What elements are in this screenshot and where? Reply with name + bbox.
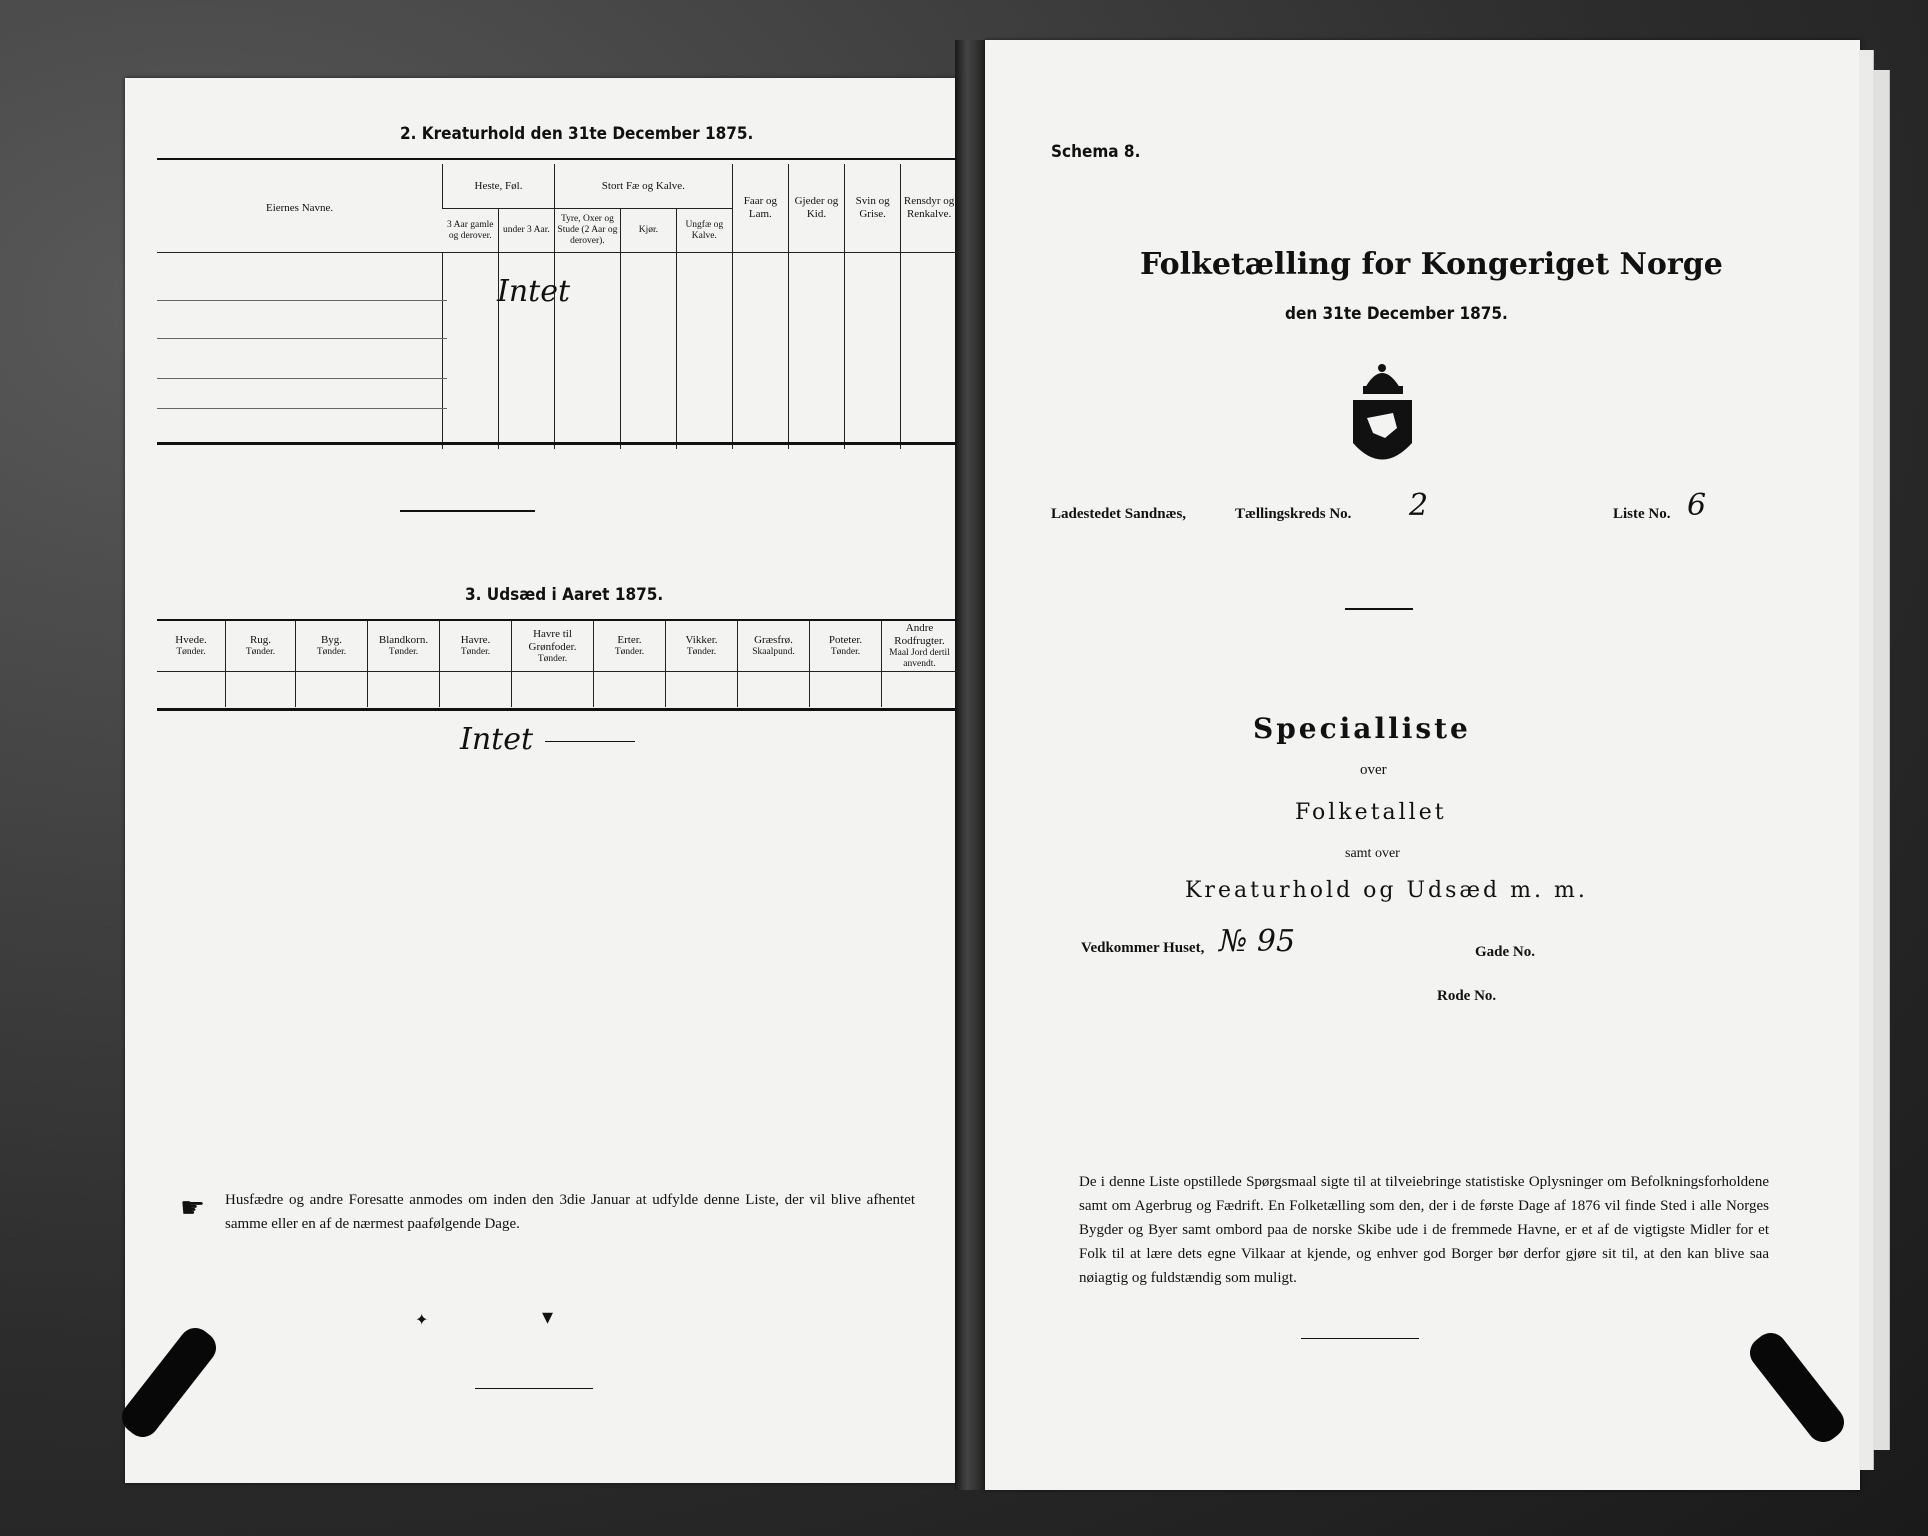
seed-column-name: Andre Rodfrugter. bbox=[894, 622, 945, 647]
section2-title: 2. Kreaturhold den 31te December 1875. bbox=[400, 124, 754, 144]
handwritten-intet-seed: Intet bbox=[460, 722, 534, 757]
sub-header: Ungfæ og Kalve. bbox=[676, 209, 732, 253]
huset-value: № 95 bbox=[1219, 924, 1296, 959]
table-top-rule bbox=[157, 158, 957, 160]
seed-column bbox=[809, 621, 881, 707]
seed-column bbox=[665, 621, 737, 707]
seed-column bbox=[593, 621, 665, 707]
kreaturhold-heading: Kreaturhold og Udsæd m. m. bbox=[1185, 878, 1588, 903]
sub-header: Tyre, Oxer og Stude (2 Aar og derover). bbox=[554, 209, 620, 253]
samt-over-text: samt over bbox=[1345, 846, 1400, 861]
seed-column-unit: Tønder. bbox=[245, 647, 276, 657]
seed-column-unit: Tønder. bbox=[614, 647, 645, 657]
divider bbox=[400, 510, 535, 512]
stort-fae-header: Stort Fæ og Kalve. bbox=[554, 164, 732, 209]
seed-column-name: Hvede. bbox=[175, 634, 207, 646]
seed-column bbox=[511, 621, 593, 707]
seed-column-unit: Tønder. bbox=[388, 647, 419, 657]
seed-column-unit: Tønder. bbox=[686, 647, 717, 657]
seed-column-unit: Maal Jord dertil anvendt. bbox=[889, 648, 950, 669]
seed-column-unit: Tønder. bbox=[537, 653, 568, 664]
schema-label: Schema 8. bbox=[1051, 142, 1141, 162]
seed-column-name: Erter. bbox=[617, 634, 642, 646]
seed-column bbox=[367, 621, 439, 707]
seed-column bbox=[157, 621, 225, 707]
left-page: 2. Kreaturhold den 31te December 1875. Eiernes Navne. Heste, Føl. Stort Fæ og Kalve. Faar og Lam. Gjeder og Kid. Svin og Grise. Rensdyr og Renkalve. 3 Aar gamle og derover. under 3 Aar. Tyre, Oxer og Stude (2 Aar og derover). Kjør. Ungfæ og Kalve. Intet 3. Udsæd i Aaret 1875. Hvede. Tønder. Rug. Tønder. Byg. Tønder. Blandkorn. Tønder. Havre. Tønder. Havre til Grønfoder. Tønder. Erter. Tønder. Vikker. Tønder. Græsfrø. Skaalpund. Poteter. Tønder. Andre Rodfrugter. Maal Jord dertil anvendt. Intet ☛ Husfædre og andre Foresatte anmodes om inden den 3die Januar at udfylde denne Liste, der vil blive afhentet samme eller en af de nærmest paafølgende Dage. ✦ ▾ bbox=[125, 78, 955, 1483]
seed-column-name: Havre. bbox=[460, 634, 491, 646]
seed-column-name: Græsfrø. bbox=[754, 634, 793, 646]
sub-header: under 3 Aar. bbox=[498, 209, 554, 253]
book-spine bbox=[955, 40, 985, 1490]
owner-col-header: Eiernes Navne. bbox=[157, 164, 443, 253]
rensdyr-header: Rensdyr og Renkalve. bbox=[901, 164, 957, 253]
seed-column-unit: Tønder. bbox=[316, 647, 347, 657]
seed-table bbox=[157, 621, 957, 707]
rode-label: Rode No. bbox=[1437, 988, 1497, 1004]
handwritten-intet-livestock: Intet bbox=[497, 274, 571, 309]
document-date: den 31te December 1875. bbox=[1285, 304, 1508, 324]
heste-header: Heste, Føl. bbox=[443, 164, 555, 209]
sub-header: 3 Aar gamle og derover. bbox=[443, 209, 499, 253]
seed-column bbox=[881, 621, 957, 707]
seed-column-unit: Tønder. bbox=[176, 647, 206, 657]
notice-text: Husfædre og andre Foresatte anmodes om inden den 3die Januar at udfylde denne Liste, der vil blive afhentet samme eller en af de nærmest paafølgende Dage. bbox=[225, 1192, 915, 1232]
svin-header: Svin og Grise. bbox=[845, 164, 901, 253]
seed-column bbox=[737, 621, 809, 707]
krets-label: Tællingskreds No. bbox=[1235, 506, 1352, 522]
seed-column bbox=[225, 621, 295, 707]
seed-column-name: Blandkorn. bbox=[378, 634, 429, 646]
owner-cell bbox=[157, 253, 443, 449]
seed-column-unit: Skaalpund. bbox=[752, 647, 795, 657]
seed-column-name: Poteter. bbox=[828, 634, 863, 646]
specialliste-heading: Specialliste bbox=[1253, 712, 1471, 745]
gjeder-header: Gjeder og Kid. bbox=[788, 164, 844, 253]
document-title: Folketælling for Kongeriget Norge bbox=[1140, 247, 1723, 282]
sub-header: Kjør. bbox=[620, 209, 676, 253]
gade-label: Gade No. bbox=[1475, 944, 1535, 960]
seed-column bbox=[439, 621, 511, 707]
coat-of-arms-icon bbox=[1345, 358, 1420, 478]
seed-column-unit: Tønder. bbox=[830, 647, 861, 657]
table-bottom-rule bbox=[157, 442, 957, 445]
liste-label: Liste No. bbox=[1613, 506, 1671, 522]
seed-column-name: Vikker. bbox=[685, 634, 718, 646]
krets-value: 2 bbox=[1409, 488, 1429, 523]
over-text: over bbox=[1360, 762, 1387, 778]
seed-column-unit: Tønder. bbox=[460, 647, 491, 657]
seed-column-name: Havre til Grønfoder. bbox=[528, 627, 577, 653]
seed-column-name: Rug. bbox=[249, 634, 272, 646]
info-paragraph: De i denne Liste opstillede Spørgsmaal sigte til at tilveiebringe statistiske Oplysninger om Befolkningsforholdene samt om Agerbrug og Fædrift. En Folketælling som den, der i de første Dage af 1876 vil finde Sted i alle Norges Bygder og Byer samt ombord paa de norske Skibe ude i de fremmede Havne, er et af de vigtigste Midler for et Folk til at lære dets egne Vilkaar at kjende, og enhver god Borger bør derfor gjøre sit til, at den kan blive saa nøiagtig og fuldstændig som muligt. bbox=[1079, 1174, 1769, 1286]
pointing-hand-icon: ☛ bbox=[180, 1191, 206, 1224]
faar-header: Faar og Lam. bbox=[732, 164, 788, 253]
folketallet-heading: Folketallet bbox=[1295, 800, 1447, 825]
liste-value: 6 bbox=[1687, 488, 1707, 523]
seed-column bbox=[295, 621, 367, 707]
vedkommer-label: Vedkommer Huset, bbox=[1081, 940, 1205, 956]
ladested-label: Ladestedet Sandnæs, bbox=[1051, 506, 1187, 522]
seed-column-name: Byg. bbox=[320, 634, 343, 646]
section3-title: 3. Udsæd i Aaret 1875. bbox=[465, 585, 664, 605]
right-page bbox=[985, 40, 1860, 1490]
